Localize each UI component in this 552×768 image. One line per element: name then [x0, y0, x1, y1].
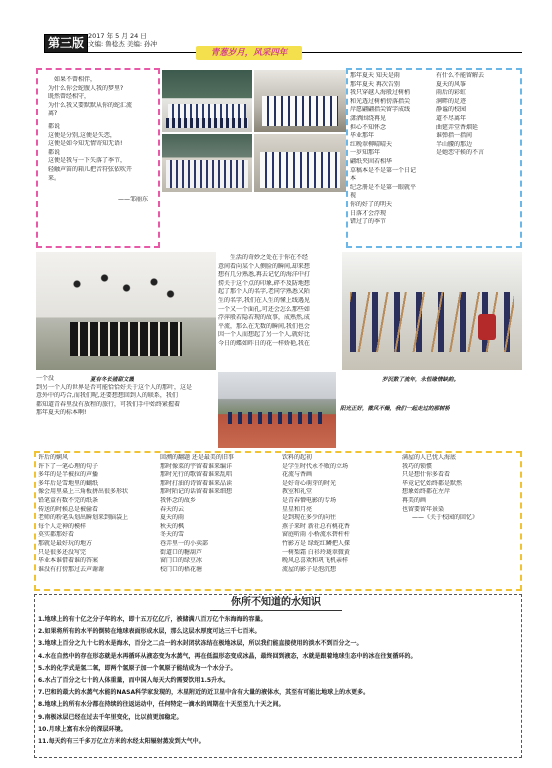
bottom-poem-line: 老师的粉笔头划出瞬划来到脑袋上: [38, 514, 129, 522]
bottom-poem-line: 教室和礼堂: [282, 488, 313, 496]
poem-right-line: 翩纸夹固若相华: [350, 157, 393, 165]
bottom-poem-line: 是学生时代永不败的立场: [282, 462, 349, 470]
knowledge-item: 9.南极冰层已经在过去千年里变化，比以前更加稳定。: [38, 713, 183, 721]
essay-line: 生的名字,我们在人生的懂上线遇见: [218, 296, 310, 304]
bottom-poem-line: 窗庭听雨 小桥流水碧杆杆: [282, 531, 350, 539]
bottom-poem-line: 是好奇心萌芽的时光: [282, 479, 337, 487]
poem-left-line: 这便是如今知无情寄知无语!: [48, 140, 123, 148]
bottom-poem-line: 谁没有打傍那过去声谢谢: [38, 565, 105, 573]
poem-left-line: 为什么我又要默默从你的蛇汇流: [48, 101, 133, 109]
caption-track: 阳光正好，微风不燥，我们一起走过的那树桥: [340, 406, 451, 412]
edition-label: 第三版: [44, 34, 88, 53]
poem-left-line: 来。: [48, 174, 61, 182]
bottom-poem-line: 我怀念的故乡: [160, 496, 197, 504]
lower-left-line: 都知道青春里没有放程的旅行，可我们手中始终紧握着: [36, 400, 181, 408]
caption-graduation: 夏有冬长猪甜文霞: [90, 377, 135, 383]
photo-graduation-hats: [36, 252, 216, 370]
bottom-poem-line: 饮料的起初: [282, 454, 313, 461]
bottom-poem-col2: [160, 454, 278, 574]
knowledge-item: 6.水占了百分之七十的人体重量，而中国人每天大约需要饮用1.5升水。: [38, 676, 230, 684]
bottom-poem-line: 秋天的枫: [160, 522, 185, 530]
poem-right-line: 视: [350, 192, 357, 200]
bottom-poem-line: 回溯的翻题 还是最美的旧事: [160, 454, 234, 461]
lower-left-line: 到另一个人的世界是否可能恰恰好关于这个人的那叶，这是: [36, 383, 193, 391]
poem-right-line: 雨后的彩虹: [436, 89, 467, 97]
poem-right-line: 道不尽离年: [436, 114, 467, 122]
lower-left-line: 那年夏天的标本啊!: [36, 409, 87, 417]
poem-right-line: 你的好了的明天: [350, 200, 393, 208]
caption-studio: 岁沉数了流年，永恒缘情缺韵。: [382, 377, 460, 383]
poem-right-line: 半山腰的那边: [436, 140, 473, 148]
banner-title: 青葱岁月，风采四年: [196, 46, 302, 60]
bottom-poem-line: 许后的娴风: [38, 454, 69, 461]
bottom-poem-line: 满屋的人已忧人海底: [402, 454, 457, 461]
poem-right-line: 担心不知怀念: [350, 123, 387, 131]
poem-right-line: 错过了的季节: [350, 218, 387, 226]
lower-left-line: 意外中的巧合,而我们呢,还要想想回到人的联系，我们: [36, 392, 178, 400]
essay-line: 意间看向某个人侧脸的瞬间,却来想: [218, 262, 310, 270]
poem-right-line: 一岁知那年: [350, 149, 381, 157]
essay-line: 浮萍般若隐若现的故事，成熟然,成: [218, 314, 310, 322]
poem-left-line: 轻触声笛的箱儿把音符弦依吹开: [48, 165, 133, 173]
bottom-poem-line: 多年的是半被拉的声播: [38, 471, 99, 479]
essay-line: 捞关于这个点的印象,碎不及防地想: [218, 279, 310, 287]
knowledge-item: 8.地球上的所有水分都在持续的往返运动中，任何特定一滴水的周期在十天至至九十天之间。: [38, 701, 285, 709]
bottom-poem-line: 许下了一笔心理的句子: [38, 462, 99, 470]
bottom-poem-line: 想象始终都在左岸: [402, 488, 451, 496]
bottom-poem-line: ——《关于校园的回忆》: [412, 514, 479, 522]
bottom-poem-line: 我巧的锁惯: [402, 462, 433, 470]
poem-right-col1: [350, 72, 432, 227]
knowledge-item: 3.地球上百分之九十七的水是海水，百分之二点一的水封闭状冻结在极地冰层，所以我们能直接使用的淡水不到百分之一。: [38, 640, 363, 648]
poem-left-line: 离?: [48, 110, 58, 118]
middle-essay: [218, 254, 340, 349]
bottom-poem-line: 铅笔盒有数不完的纸条: [38, 496, 99, 504]
essay-line: 今日的蝶如昨日的花一样娇艳,我在: [218, 339, 310, 347]
photo-students-group: [254, 134, 346, 192]
poem-right-line: 毕业那年: [350, 132, 375, 140]
poem-right-line: 那年夏天 再次告别: [350, 80, 400, 88]
bottom-poem-line: 是到现在多少的向往: [282, 514, 337, 522]
knowledge-item: 10.月球上富有水分的深层环境。: [38, 725, 127, 733]
bottom-poem-line: 是青春懵电影的专场: [282, 496, 337, 504]
poem-right-line: 曲筵弄堂香烟延: [436, 123, 479, 131]
bottom-poem-line: 校门口的梧花塘: [160, 565, 203, 573]
bottom-poem-line: 再美的画: [402, 496, 427, 504]
poem-right-line: 有什么不能留解去: [436, 72, 485, 79]
knowledge-title-rule: [210, 610, 342, 611]
poem-right-line: 是她恋守候的不言: [436, 149, 485, 157]
bottom-poem-line: 只是很多还没写完: [38, 548, 87, 556]
photo-class-group: [162, 70, 252, 132]
bottom-poem-line: 燕子来时 新社总有桃花香: [282, 522, 350, 530]
poem-right-line: 谁弹指一指间: [436, 132, 473, 140]
bottom-poem-line: 传送的时候总是被偷看: [38, 505, 99, 513]
knowledge-item: 2.如果将所有的水平的倒转在地球表面形成水层，那么这层水厚度可达三千七百米。: [38, 628, 261, 636]
poem-right-line: 涧畔的足迹: [436, 97, 467, 105]
essay-line: 生活的奇妙之处在于你在不经: [230, 254, 309, 261]
bottom-poem-line: 毕业本谁借着谁的答案: [38, 557, 99, 565]
knowledge-item: 1.地球上的有十亿之分子年的水，即十五万亿亿斤，被储满八百万亿个东海海的容量。: [38, 616, 267, 623]
bottom-poem-line: 也留要留年景染: [402, 505, 445, 513]
bottom-poem-col3: [282, 454, 400, 574]
poem-right-line: 纪念册是不是第一眼就平: [350, 183, 417, 191]
bottom-poem-line: 一树梨霜 白衫玲珑翠微黄: [282, 548, 350, 556]
bottom-poem-line: 莫实都那好看: [38, 531, 75, 539]
bottom-poem-col4: [402, 454, 518, 523]
photo-running-track: [218, 372, 336, 448]
poem-left-author: ——邹丽东: [118, 196, 149, 203]
bottom-poem-line: 毕竟记忆始终都是默然: [402, 479, 463, 487]
essay-line: 起了那个人的名字,老同学熟悉又陌: [218, 288, 310, 296]
poem-right-line: 静谧的校园: [436, 106, 467, 114]
bottom-poem-line: 像会用里桌上三角板拼出很多形状: [38, 488, 129, 496]
bottom-poem-line: 冬天的雪: [160, 531, 185, 539]
knowledge-item: 7.巴和的最大的水蒸气水能的NASA科学家发现的，木星附近的近卫星中含有大量的液体水，其至有可能比地球上的水更多。: [38, 689, 370, 697]
bottom-poem-line: 那时打油的诗留着谁来品读: [160, 479, 233, 487]
poem-right-line: 草稿本是不是第一个日记: [350, 166, 417, 174]
poem-right-line: 本: [350, 175, 357, 183]
bottom-poem-line: 只是想什你多看看: [402, 471, 451, 479]
essay-line: 一个又一个面孔,可还会怎么那些如: [218, 305, 310, 313]
bottom-poem-line: 那时光行的歌留着谁来乱唱: [160, 471, 233, 479]
poem-left-line: 如果不曾相伴，: [54, 76, 97, 83]
essay-line: 平流，那么在无数的瞬间,我们也会: [218, 322, 310, 330]
essay-line: 想有几分熟悉,再去记忆的海洋中打: [218, 271, 310, 279]
bottom-poem-line: 花流与香画: [282, 471, 313, 479]
photo-art-studio: [342, 252, 522, 370]
bottom-poem-line: 那就是最好玩的地方: [38, 539, 93, 547]
poem-left-line: 都说: [48, 122, 61, 130]
bottom-poem-line: 夏天的雨: [160, 514, 185, 522]
editors-credit: 文编: 鲁稔杰 美编: 孙冲: [88, 40, 158, 48]
bottom-poem-line: 街道口的糖葫芦: [160, 548, 203, 556]
poem-right-line: 和光透过树梢傍落指尖: [350, 97, 411, 105]
bottom-poem-line: 窗门口的绿豆冰: [160, 557, 203, 565]
bottom-poem-line: 巷弄里一的小卖部: [160, 539, 209, 547]
lower-left-text: [36, 375, 214, 418]
poem-right-line: 日落才会浮现: [350, 209, 387, 217]
poem-left-line: 既然曾经相守，: [48, 93, 91, 101]
poem-left-line: 为什么你会蛇腹人我的梦里?: [48, 84, 124, 92]
knowledge-title: 你所不知道的水知识: [231, 597, 321, 608]
poem-right-line: 那年夏天 知天是雨: [350, 72, 400, 79]
poem-right-line: 潇洒围绕再见: [350, 114, 387, 122]
poem-right-line: 我只穿越人海般过树梢: [350, 89, 411, 97]
bottom-poem-line: 流屋的影子是泡沉想: [282, 565, 337, 573]
poem-left-line: 这便是分别,这便是失恋，: [48, 131, 116, 139]
poem-right-line: 夏天的风筝: [436, 80, 467, 88]
lower-left-line: 一个没: [36, 375, 55, 382]
bottom-poem-col1: [38, 454, 156, 574]
bottom-poem-line: 春天的云: [160, 505, 185, 513]
bottom-poem-line: 晚风总喜欢和巩飞机亲样: [282, 557, 349, 565]
bottom-poem-line: 每个人走神的模样: [38, 522, 87, 530]
poem-right-line: 红晚翠柳晴晴天: [350, 140, 393, 148]
bottom-poem-line: 多年后是雪地里的蝴纸: [38, 479, 99, 487]
poem-right-line: 岸愿翩翩指尖留字成线: [350, 106, 411, 114]
poem-right-col2: [436, 72, 520, 158]
photo-classroom-girls: [162, 134, 252, 192]
bottom-poem-line: 竹影方是 绿蛇红鳞把人探: [282, 539, 350, 547]
essay-line: 因一个人而想起了另一个人,就好比: [218, 331, 310, 339]
bottom-poem-line: 那时像菜的宇留着谁来编详: [160, 462, 233, 470]
poem-left-text: [48, 76, 160, 183]
issue-date: 2017 年 5 月 24 日: [88, 32, 147, 40]
photo-students-hallway: [254, 70, 346, 132]
knowledge-list: [38, 614, 518, 748]
knowledge-item: 4.水在自然中的存在形态就是水再循环从液态变为水蒸气，再在低温形态变成冰晶，最终回到液态，水就是跟着地球生态中的冰在往复循环的。: [38, 652, 417, 660]
poem-left-line: 这便是我与一下失落了季节，: [48, 157, 127, 165]
knowledge-item: 5.水的化学式是氢二氧，即两个氢原子加一个氧原子能结成为一个水分子。: [38, 664, 237, 672]
bottom-poem-line: 星星和月亮: [282, 505, 313, 513]
knowledge-item: 11.每天约有三千多万亿立方米的水经太阳辐射蒸发到大气中。: [38, 737, 205, 745]
bottom-poem-line: 那时陌记的话留着谁来细想: [160, 488, 233, 496]
poem-left-line: 都说: [48, 148, 61, 156]
